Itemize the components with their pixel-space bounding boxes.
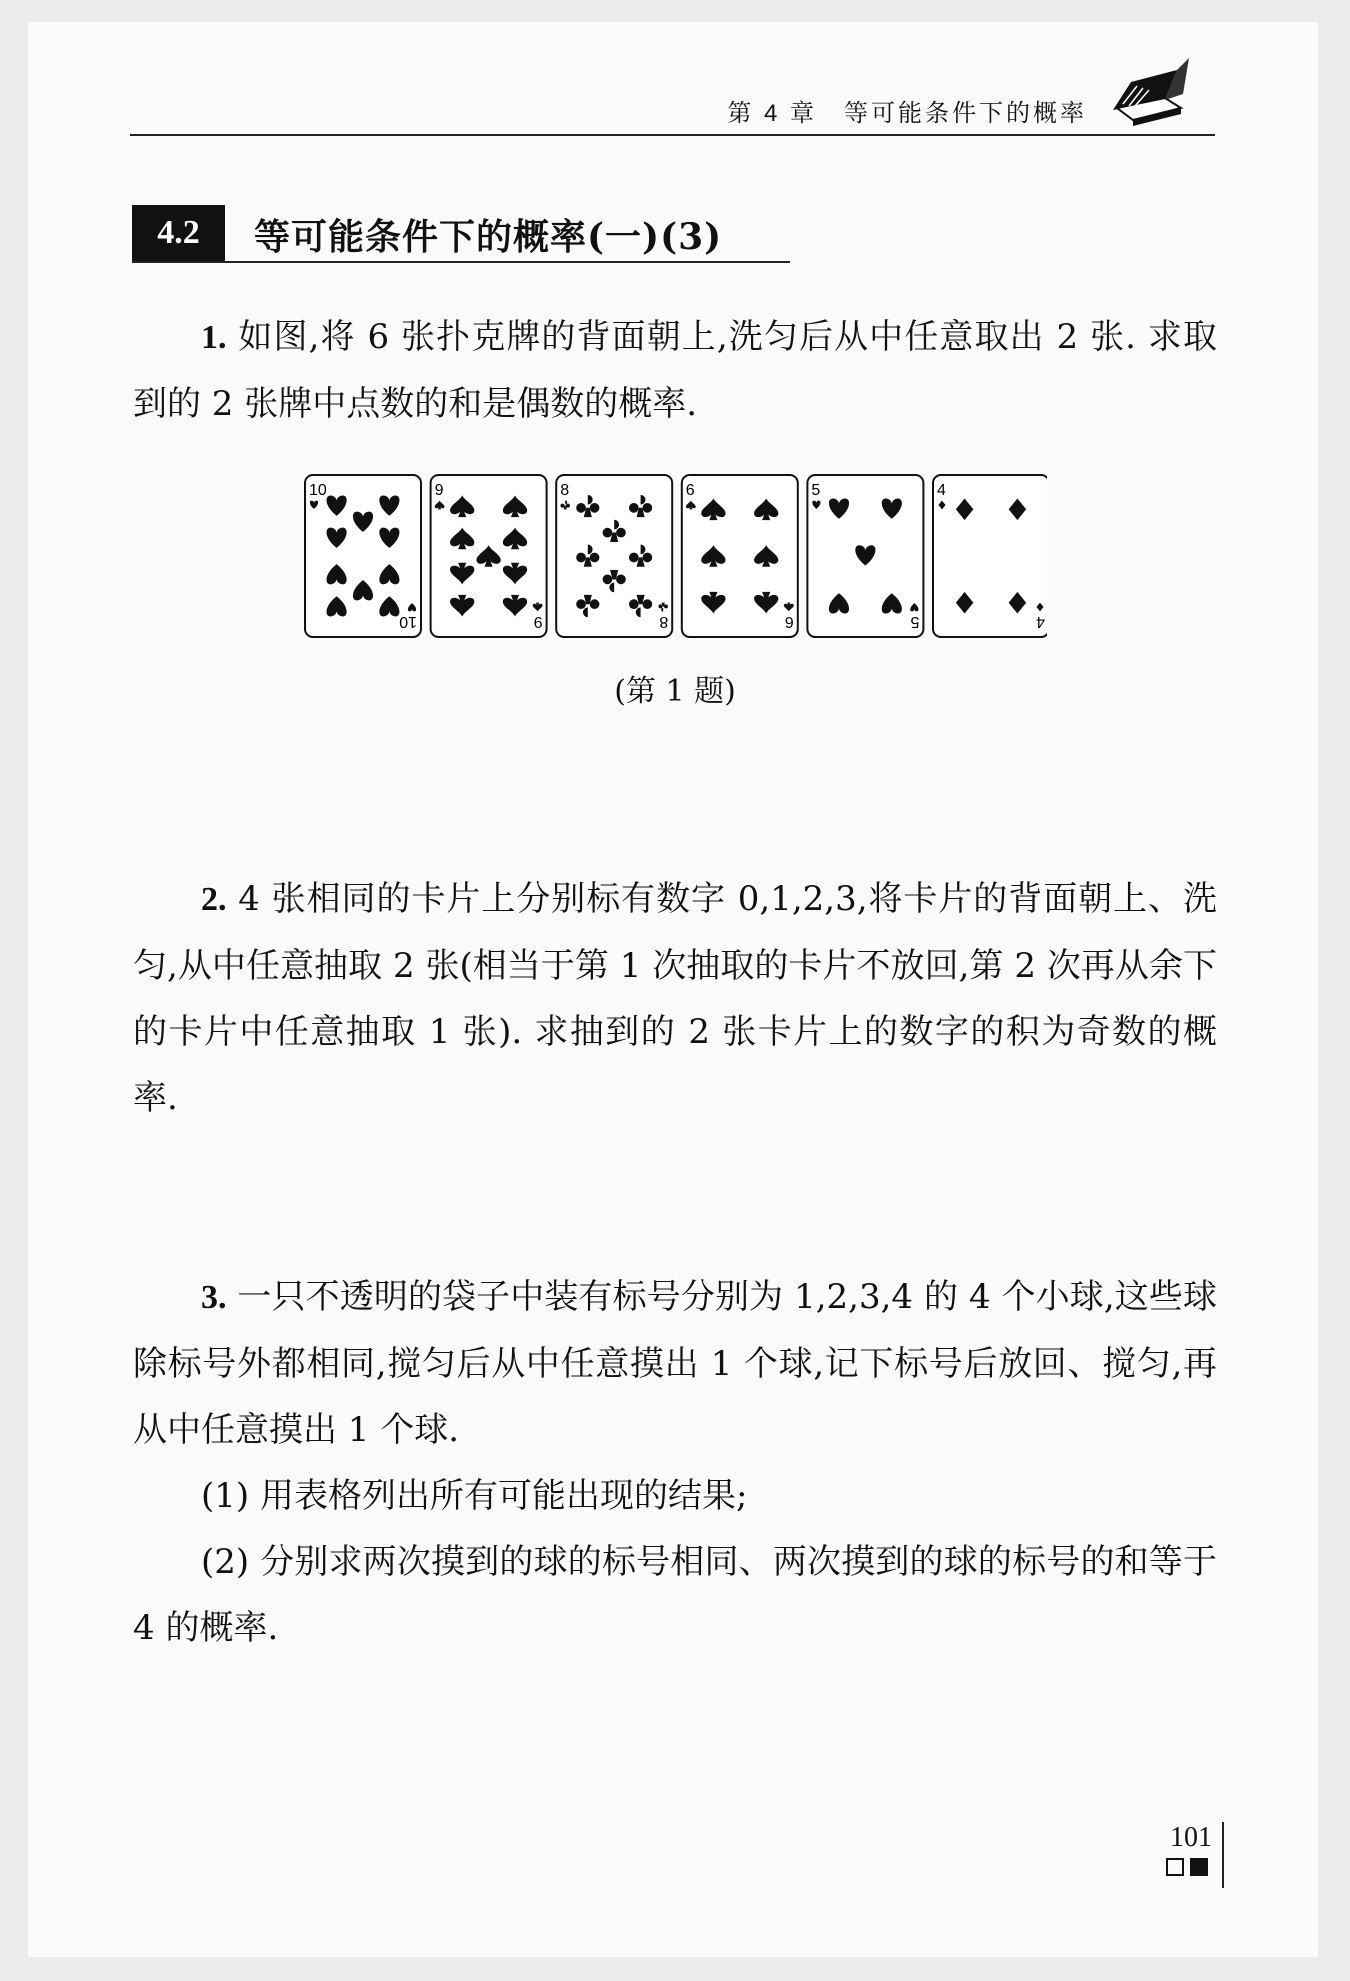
- playing-card-8-club: [556, 475, 672, 637]
- footer-marks: [1166, 1858, 1212, 1878]
- problem-1: [133, 304, 1217, 437]
- book-icon: [1107, 48, 1193, 126]
- card-rank: 9: [533, 613, 543, 630]
- playing-card-6-spade: [682, 475, 798, 637]
- problem-number: 3.: [201, 1279, 227, 1316]
- card-rank: 8: [659, 613, 669, 630]
- chapter-title: 第 4 章 等可能条件下的概率: [727, 100, 1087, 127]
- card-rank: 4: [1036, 613, 1045, 630]
- subquestion-1: (1) 用表格列出所有可能出现的结果;: [201, 1476, 748, 1516]
- page-footer: [1160, 1822, 1224, 1888]
- card-rank: 5: [910, 613, 920, 630]
- playing-card-10-heart: [305, 475, 421, 637]
- subquestion-2: (2) 分别求两次摸到的球的标号相同、两次摸到的球的标号的和等于 4 的概率.: [133, 1542, 1217, 1648]
- card-rank: 4: [937, 482, 946, 499]
- page-number: 101: [1170, 1822, 1212, 1853]
- playing-card-4-diamond: [933, 475, 1047, 637]
- problem-text: 4 张相同的卡片上分别标有数字 0,1,2,3,将卡片的背面朝上、洗匀,从中任意抽取 2 张(相当于第 1 次抽取的卡片不放回,第 2 次再从余下的卡片中任意抽取 1 张). 求抽到的 2 张卡片上的数字的积为奇数的概率.: [133, 879, 1217, 1118]
- hollow-square-icon: [1166, 1858, 1184, 1876]
- running-head: [130, 78, 1215, 136]
- card-rank: 6: [685, 482, 695, 499]
- problem-number: 2.: [201, 881, 227, 918]
- problem-text: 如图,将 6 张扑克牌的背面朝上,洗匀后从中任意取出 2 张. 求取到的 2 张牌中点数的和是偶数的概率.: [133, 317, 1217, 424]
- section-title: 等可能条件下的概率(一)(3): [254, 216, 723, 258]
- card-rank: 10: [399, 613, 417, 630]
- figure-caption: (第 1 题): [614, 674, 736, 709]
- playing-cards-figure: [303, 473, 1047, 639]
- card-rank: 9: [434, 482, 444, 499]
- card-rank: 8: [560, 482, 570, 499]
- card-rank: 6: [784, 613, 794, 630]
- section-heading: [132, 205, 790, 263]
- problem-number: 1.: [201, 319, 227, 356]
- problem-2: [133, 866, 1217, 1131]
- playing-card-9-spade: [431, 475, 547, 637]
- problem-3: [133, 1264, 1217, 1661]
- filled-square-icon: [1190, 1858, 1208, 1876]
- card-rank: 10: [309, 482, 327, 499]
- card-rank: 5: [811, 482, 821, 499]
- playing-card-5-heart: [807, 475, 923, 637]
- problem-text: 一只不透明的袋子中装有标号分别为 1,2,3,4 的 4 个小球,这些球除标号外都相同,搅匀后从中任意摸出 1 个球,记下标号后放回、搅匀,再从中任意摸出 1 个球.: [133, 1277, 1217, 1450]
- section-number: 4.2: [132, 205, 225, 261]
